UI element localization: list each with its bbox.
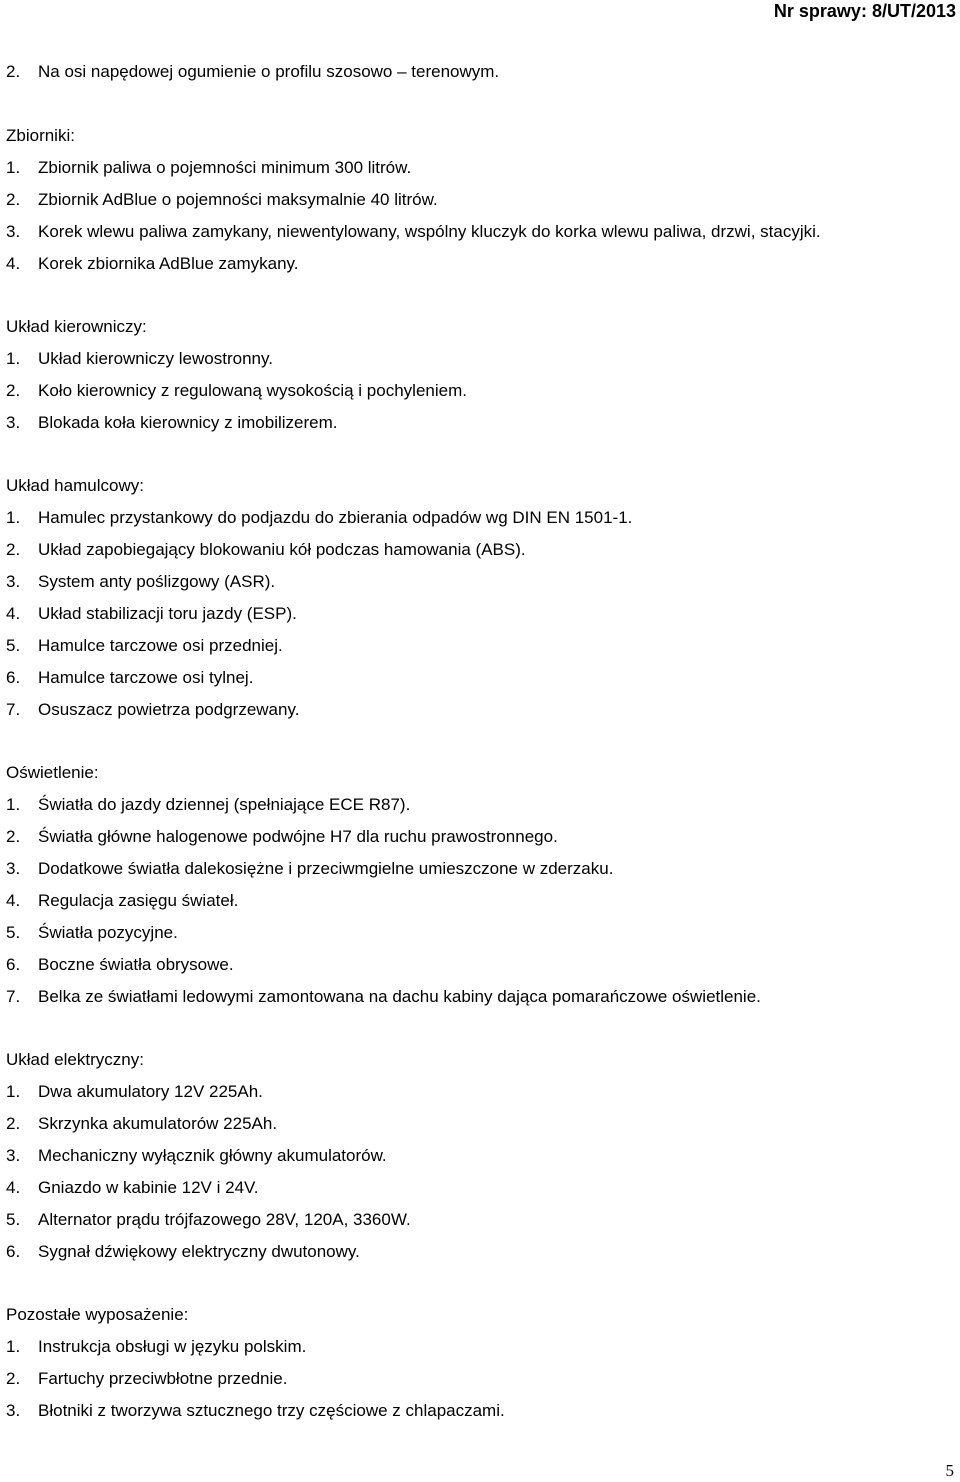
list-item xyxy=(6,981,951,1013)
list-item-text: Układ kierowniczy lewostronny. xyxy=(38,349,273,368)
list-item xyxy=(6,1076,951,1108)
list-item-text: Koło kierownicy z regulowaną wysokością i pochyleniem. xyxy=(38,381,467,400)
list-item xyxy=(6,662,951,694)
list-item-number: 1. xyxy=(6,1337,21,1356)
list-item-text: Instrukcja obsługi w języku polskim. xyxy=(38,1337,307,1356)
list-item xyxy=(6,917,951,949)
list-item-number: 3. xyxy=(6,572,21,591)
list-item-text: Hamulce tarczowe osi tylnej. xyxy=(38,668,254,687)
list-item xyxy=(6,1140,951,1172)
section-electrical xyxy=(6,1044,951,1268)
list-item-number: 4. xyxy=(6,1178,21,1197)
list-item-text: Układ zapobiegający blokowaniu kół podczas hamowania (ABS). xyxy=(38,540,526,559)
list-item xyxy=(6,502,951,534)
list-item-number: 2. xyxy=(6,1369,21,1388)
section-steering xyxy=(6,311,951,439)
list-item xyxy=(6,1172,951,1204)
list-item-number: 2. xyxy=(6,827,21,846)
list-item-text: Zbiornik AdBlue o pojemności maksymalnie 40 litrów. xyxy=(38,190,438,209)
list-item-number: 6. xyxy=(6,1242,21,1261)
list-item-text: Korek wlewu paliwa zamykany, niewentylowany, wspólny kluczyk do korka wlewu paliwa, drzwi, stacyjki. xyxy=(38,222,821,241)
list-item-number: 2. xyxy=(6,190,21,209)
section-lighting xyxy=(6,757,951,1013)
list-item xyxy=(6,1363,951,1395)
list-item-text: Skrzynka akumulatorów 225Ah. xyxy=(38,1114,278,1133)
list-item xyxy=(6,1204,951,1236)
list-item-text: Gniazdo w kabinie 12V i 24V. xyxy=(38,1178,259,1197)
list-item-text: Regulacja zasięgu świateł. xyxy=(38,891,239,910)
section-title: Zbiorniki: xyxy=(6,126,75,145)
section-other-equipment xyxy=(6,1299,951,1427)
list-item xyxy=(6,949,951,981)
section-title: Układ elektryczny: xyxy=(6,1050,144,1069)
list-item-number: 6. xyxy=(6,955,21,974)
list-item-number: 7. xyxy=(6,700,21,719)
list-item xyxy=(6,694,951,726)
list-item-number: 5. xyxy=(6,636,21,655)
list-item xyxy=(6,407,951,439)
list-item-number: 2. xyxy=(6,540,21,559)
list-item-number: 3. xyxy=(6,1146,21,1165)
list-item-text: Na osi napędowej ogumienie o profilu szosowo – terenowym. xyxy=(38,62,500,81)
list-item xyxy=(6,1236,951,1268)
list-item-number: 6. xyxy=(6,668,21,687)
list-item-text: Blokada koła kierownicy z imobilizerem. xyxy=(38,413,338,432)
list-item xyxy=(6,789,951,821)
list-item-text: Osuszacz powietrza podgrzewany. xyxy=(38,700,300,719)
list-item-text: Zbiornik paliwa o pojemności minimum 300 litrów. xyxy=(38,158,412,177)
list-item-number: 1. xyxy=(6,795,21,814)
list-item-text: Hamulec przystankowy do podjazdu do zbierania odpadów wg DIN EN 1501-1. xyxy=(38,508,633,527)
list-item xyxy=(6,534,951,566)
list-item-text: System anty poślizgowy (ASR). xyxy=(38,572,276,591)
list-item-text: Belka ze światłami ledowymi zamontowana na dachu kabiny dająca pomarańczowe oświetlenie. xyxy=(38,987,761,1006)
case-number: Nr sprawy: 8/UT/2013 xyxy=(773,1,956,21)
list-item-number: 1. xyxy=(6,158,21,177)
list-item-number: 3. xyxy=(6,222,21,241)
list-item xyxy=(6,1395,951,1427)
list-item-number: 1. xyxy=(6,1082,21,1101)
list-item-number: 3. xyxy=(6,859,21,878)
list-item-text: Korek zbiornika AdBlue zamykany. xyxy=(38,254,299,273)
list-item xyxy=(6,598,951,630)
intro-section xyxy=(6,56,951,88)
list-item xyxy=(6,56,951,88)
list-item-number: 5. xyxy=(6,1210,21,1229)
section-brakes xyxy=(6,470,951,726)
list-item xyxy=(6,216,951,248)
list-item xyxy=(6,248,951,280)
list-item-number: 5. xyxy=(6,923,21,942)
list-item-text: Dodatkowe światła dalekosiężne i przeciwmgielne umieszczone w zderzaku. xyxy=(38,859,614,878)
list-item-number: 7. xyxy=(6,987,21,1006)
list-item-number: 3. xyxy=(6,1401,21,1420)
list-item-text: Błotniki z tworzywa sztucznego trzy częściowe z chlapaczami. xyxy=(38,1401,505,1420)
list-item xyxy=(6,630,951,662)
list-item-number: 2. xyxy=(6,1114,21,1133)
section-title: Układ kierowniczy: xyxy=(6,317,147,336)
list-item-number: 2. xyxy=(6,381,21,400)
section-title: Pozostałe wyposażenie: xyxy=(6,1305,189,1324)
list-item-text: Światła główne halogenowe podwójne H7 dla ruchu prawostronnego. xyxy=(38,827,558,846)
list-item-text: Układ stabilizacji toru jazdy (ESP). xyxy=(38,604,297,623)
list-item xyxy=(6,566,951,598)
list-item xyxy=(6,152,951,184)
list-item-text: Mechaniczny wyłącznik główny akumulatorów. xyxy=(38,1146,387,1165)
list-item xyxy=(6,821,951,853)
section-tanks xyxy=(6,120,951,280)
list-item xyxy=(6,853,951,885)
section-title: Układ hamulcowy: xyxy=(6,476,144,495)
list-item-number: 4. xyxy=(6,891,21,910)
list-item xyxy=(6,1331,951,1363)
list-item-number: 2. xyxy=(6,62,21,81)
sections xyxy=(6,120,951,1427)
list-item xyxy=(6,343,951,375)
document-body xyxy=(6,56,951,1458)
list-item-text: Dwa akumulatory 12V 225Ah. xyxy=(38,1082,263,1101)
list-item-text: Hamulce tarczowe osi przedniej. xyxy=(38,636,283,655)
list-item-text: Światła pozycyjne. xyxy=(38,923,178,942)
list-item xyxy=(6,1108,951,1140)
list-item-number: 4. xyxy=(6,604,21,623)
list-item-text: Fartuchy przeciwbłotne przednie. xyxy=(38,1369,288,1388)
list-item-text: Sygnał dźwiękowy elektryczny dwutonowy. xyxy=(38,1242,360,1261)
list-item-number: 1. xyxy=(6,349,21,368)
list-item-text: Alternator prądu trójfazowego 28V, 120A, 3360W. xyxy=(38,1210,411,1229)
section-title: Oświetlenie: xyxy=(6,763,99,782)
list-item-number: 1. xyxy=(6,508,21,527)
list-item-text: Boczne światła obrysowe. xyxy=(38,955,234,974)
page-number: 5 xyxy=(945,1461,954,1480)
list-item-text: Światła do jazdy dziennej (spełniające ECE R87). xyxy=(38,795,411,814)
list-item xyxy=(6,375,951,407)
list-item-number: 3. xyxy=(6,413,21,432)
list-item xyxy=(6,184,951,216)
list-item xyxy=(6,885,951,917)
list-item-number: 4. xyxy=(6,254,21,273)
